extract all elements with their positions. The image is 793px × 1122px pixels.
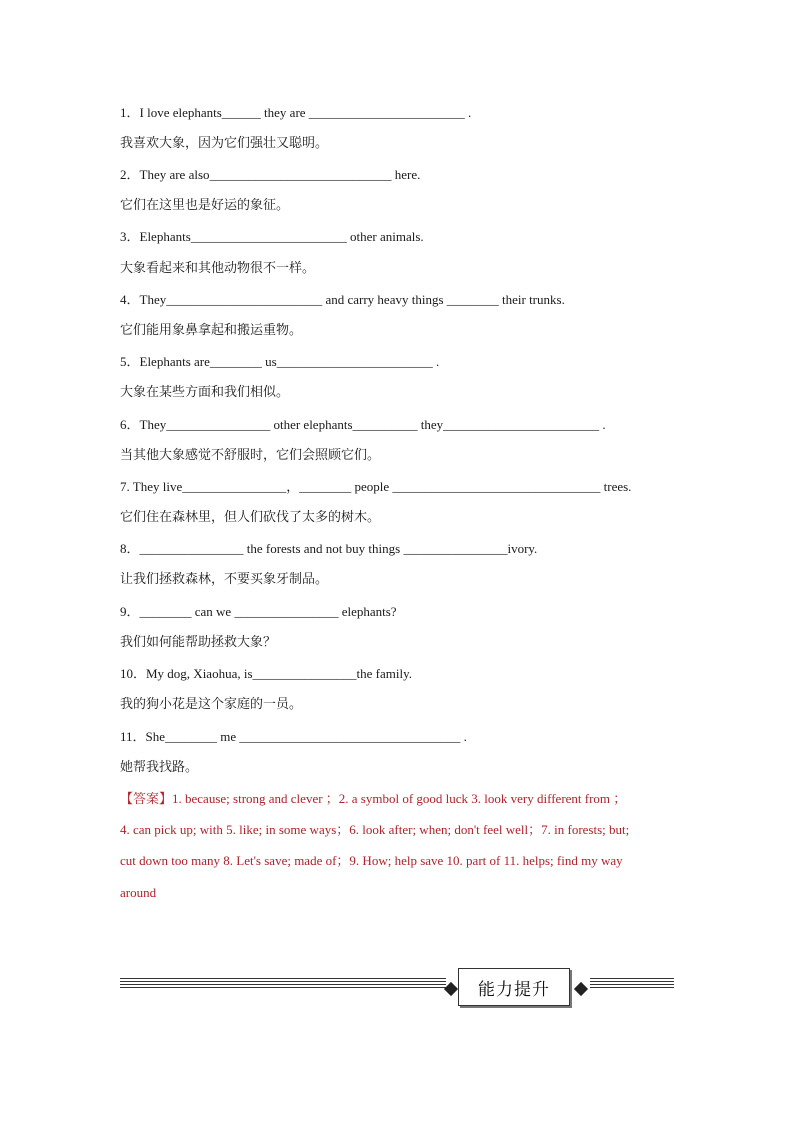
item-1-chinese: 我喜欢大象，因为它们强壮又聪明。 [120, 136, 329, 151]
item-11-chinese: 她帮我找路。 [120, 760, 199, 775]
item-4-chinese: 它们能用象鼻拿起和搬运重物。 [120, 323, 303, 338]
divider-diamond-right [574, 982, 588, 996]
section-title-box [458, 968, 570, 1006]
answer-line-3: cut down too many 8. Let's save; made of；9. How; help save 10. part of 11. helps; find my way [120, 853, 623, 868]
item-1-english: 1．I love elephants______ they are ________________________ . [120, 105, 472, 120]
answer-text-1: 1. because; strong and clever ；2. a symbol of good luck 3. look very different from ； [172, 791, 627, 806]
item-4-english: 4．They________________________ and carry heavy things ________ their trunks. [120, 292, 565, 307]
item-10-chinese: 我的狗小花是这个家庭的一员。 [120, 697, 303, 712]
section-title: 能力提升 [478, 979, 550, 1000]
item-11-english: 11．She________ me __________________________________ . [120, 729, 467, 744]
answer-line-2: 4. can pick up; with 5. like; in some ways；6. look after; when; don't feel well；7. in forests; but; [120, 822, 630, 837]
item-6-english: 6．They________________ other elephants__________ they________________________ . [120, 417, 606, 432]
item-7-english: 7. They live________________，________ people ________________________________ trees. [120, 479, 632, 494]
item-8-english: 8．________________ the forests and not buy things ________________ivory. [120, 541, 538, 556]
item-9-chinese: 我们如何能帮助拯救大象？ [120, 635, 277, 650]
divider-diamond-left [444, 982, 458, 996]
item-5-english: 5．Elephants are________ us________________________ . [120, 354, 440, 369]
item-3-chinese: 大象看起来和其他动物很不一样。 [120, 261, 316, 276]
answer-tag: 【答案】 [120, 792, 173, 807]
item-8-chinese: 让我们拯救森林，不要买象牙制品。 [120, 572, 329, 587]
item-2-english: 2．They are also____________________________ here. [120, 167, 421, 182]
item-6-chinese: 当其他大象感觉不舒服时，它们会照顾它们。 [120, 448, 381, 463]
item-3-english: 3．Elephants________________________ other animals. [120, 229, 424, 244]
item-5-chinese: 大象在某些方面和我们相似。 [120, 385, 290, 400]
section-divider-left [120, 978, 446, 988]
answer-line-1 [120, 790, 680, 809]
item-2-chinese: 它们在这里也是好运的象征。 [120, 198, 290, 213]
answer-line-4: around [120, 885, 157, 900]
item-7-chinese: 它们住在森林里，但人们砍伐了太多的树木。 [120, 510, 381, 525]
item-10-english: 10．My dog, Xiaohua, is________________the family. [120, 666, 412, 681]
item-9-english: 9．________ can we ________________ elephants? [120, 604, 397, 619]
section-divider-right [590, 978, 674, 988]
